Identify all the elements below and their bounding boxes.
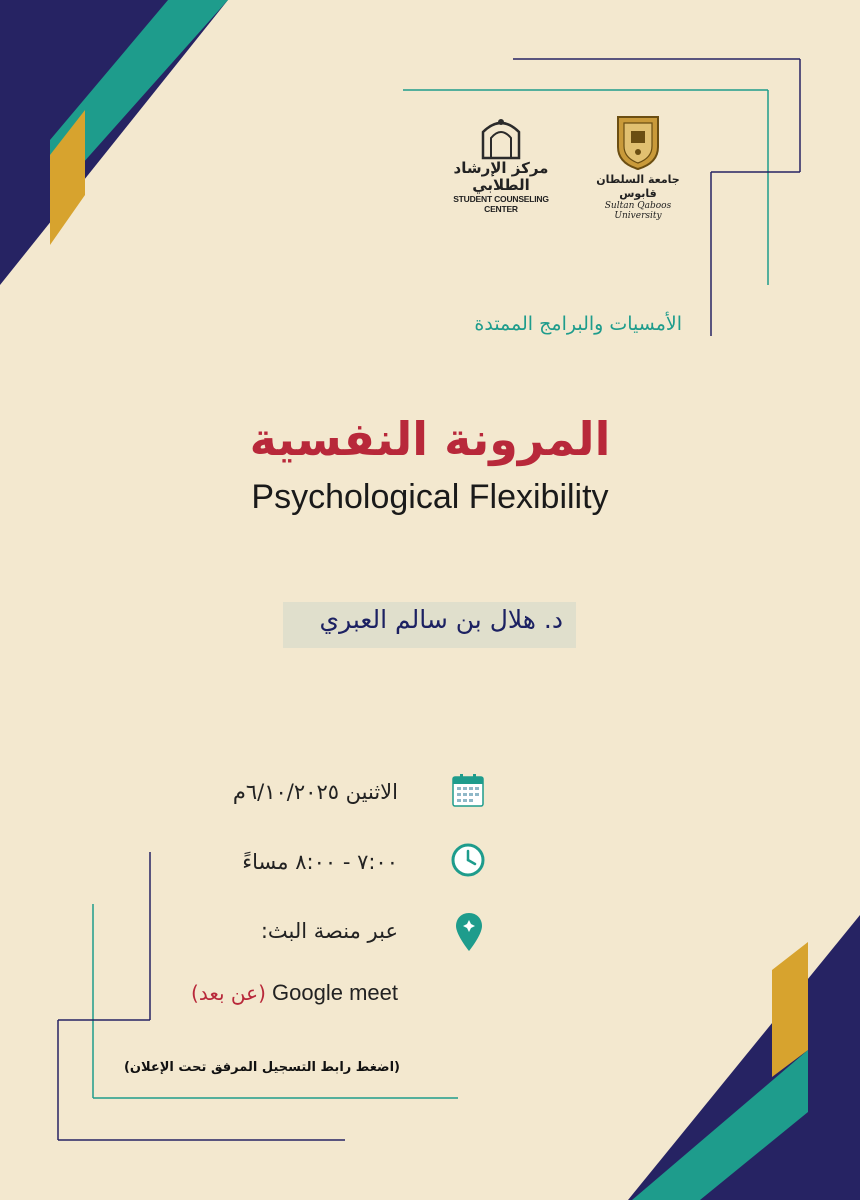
platform-name: Google meet bbox=[272, 980, 398, 1005]
series-label: الأمسيات والبرامج الممتدة bbox=[474, 313, 682, 335]
location-pin-icon bbox=[455, 912, 483, 952]
speaker-name: د. هلال بن سالم العبري bbox=[319, 605, 563, 634]
remote-mode-label: (عن بعد) bbox=[191, 981, 266, 1005]
counseling-center-arabic-name: مركز الإرشاد الطلابي bbox=[453, 159, 549, 194]
counseling-center-english-name: STUDENT COUNSELING CENTER bbox=[453, 194, 549, 214]
top-left-navy-shape bbox=[0, 0, 228, 285]
event-title-arabic: المرونة النفسية bbox=[249, 412, 611, 466]
calendar-icon bbox=[452, 773, 484, 807]
clock-icon bbox=[451, 843, 485, 877]
registration-note: (اضغط رابط التسجيل المرفق تحت الإعلان) bbox=[123, 1060, 400, 1075]
event-time: ٧:٠٠ - ٨:٠٠ مساءً bbox=[242, 850, 398, 874]
platform-line bbox=[191, 980, 398, 1006]
university-crest-icon bbox=[612, 113, 664, 171]
counseling-emblem-icon bbox=[471, 112, 531, 160]
counseling-center-logo bbox=[440, 112, 562, 214]
university-english-name: Sultan Qaboos University bbox=[604, 201, 672, 221]
university-logo bbox=[588, 113, 688, 221]
event-date: الاثنين ٦/١٠/٢٠٢٥م bbox=[232, 780, 398, 804]
broadcast-platform-label: عبر منصة البث: bbox=[260, 919, 398, 943]
university-arabic-name: جامعة السلطان قابوس bbox=[596, 173, 680, 200]
event-title-english: Psychological Flexibility bbox=[251, 478, 609, 516]
